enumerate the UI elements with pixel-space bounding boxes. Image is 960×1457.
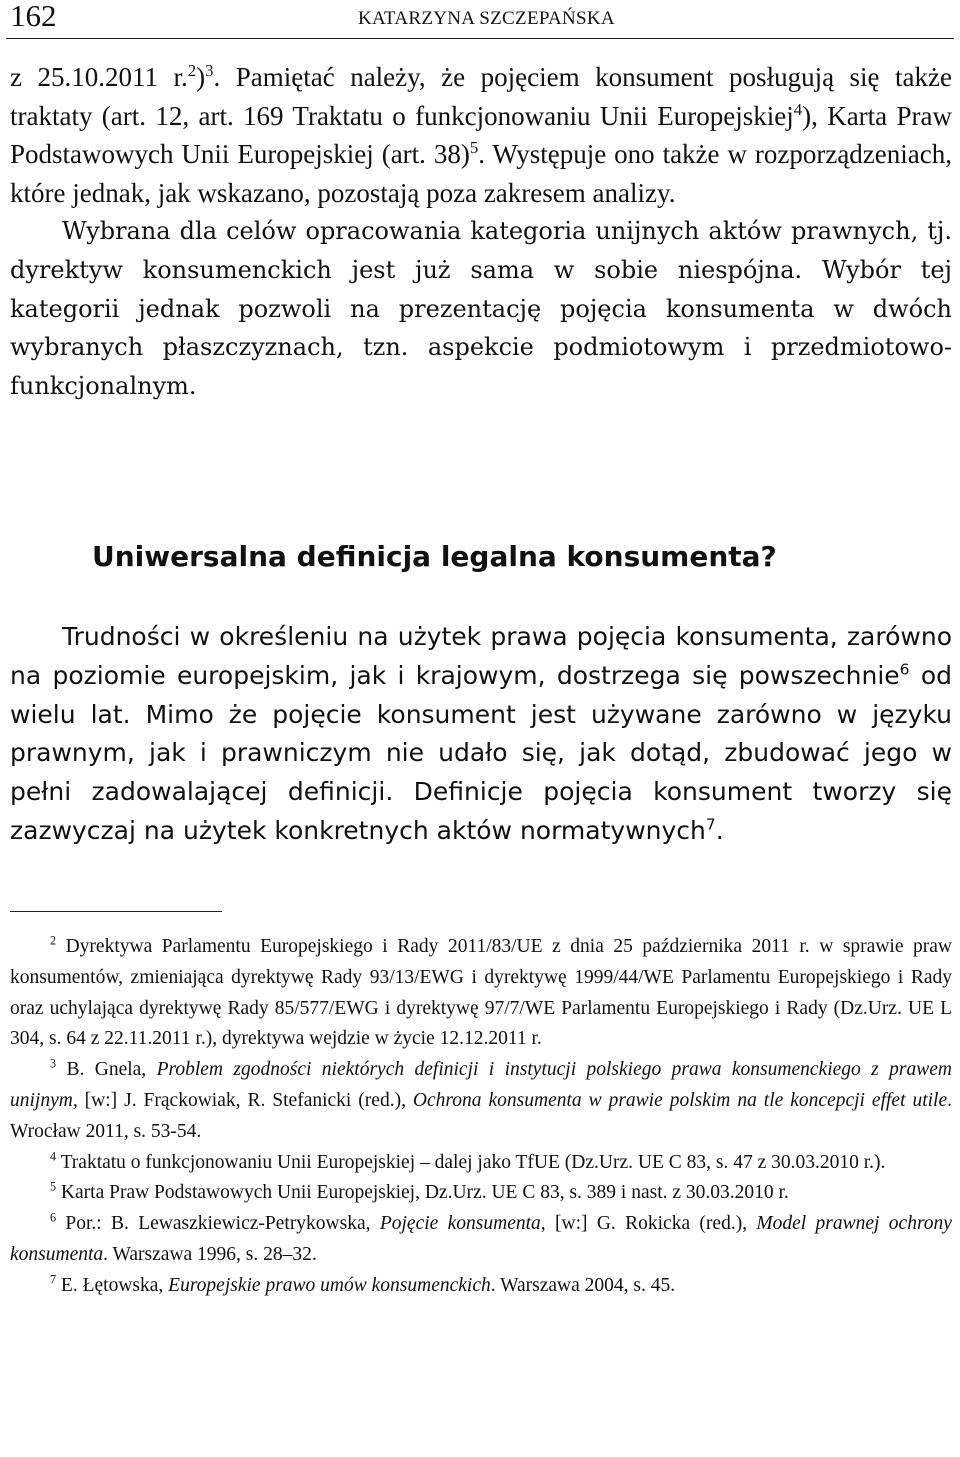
footnote-text: E. Łętowska, [56, 1274, 169, 1296]
footnote-ref-3[interactable]: 3 [205, 61, 214, 80]
text-run: Trudności w określeniu na użytek prawa pojęcia konsumenta, zarówno na poziomie europejskim, jak i krajowym, dostrzega się powszechnie [10, 622, 952, 690]
footnote-text: Dyrektywa Parlamentu Europejskiego i Rady 2011/83/UE z dnia 25 października 2011 r. w sprawie praw konsumentów, zmieniająca dyrektywę Rady 93/13/EWG i dyrektywę 1999/44/WE Parlamentu Europejskiego i Rady oraz uchylająca dyrektywę Rady 85/577/EWG i dyrektywę 97/7/WE Parlamentu Europejskiego i Rady (Dz.Urz. UE L 304, s. 64 z 22.11.2011 r.), dyrektywa wejdzie w życie 12.12.2011 r. [10, 936, 952, 1050]
footnote-ref-5[interactable]: 5 [469, 138, 479, 158]
running-head-author: KATARZYNA SZCZEPAŃSKA [358, 8, 615, 29]
footnote-text: Por.: B. Lewaszkiewicz-Petrykowska, [56, 1213, 380, 1235]
section-heading: Uniwersalna definicja legalna konsumenta? [92, 540, 777, 573]
text-run: ), Karta Praw Podstawowych Unii Europejskiej (art. 38) [10, 100, 952, 170]
footnote-5 [10, 1178, 952, 1209]
page-number: 162 [10, 0, 57, 33]
footnote-text: Karta Praw Podstawowych Unii Europejskiej, Dz.Urz. UE C 83, s. 389 i nast. z 30.03.2010 r. [56, 1182, 789, 1204]
text-run: od wielu lat. Mimo że pojęcie konsument jest używane zarówno w języku prawnym, jak i prawniczym nie udało się, jak dotąd, zbudować jego w pełni zadowalającej definicji. Definicje pojęcia konsument tworzy się zazwyczaj na użytek konkretnych aktów normatywnych [10, 660, 952, 845]
paragraph-definition [10, 618, 952, 851]
footnote-number: 3 [50, 1056, 57, 1071]
footnote-number: 7 [50, 1272, 57, 1287]
footnote-text: , [w:] G. Rokicka (red.), [540, 1213, 757, 1235]
text-run: . Występuje ono także w rozporządzeniach, które jednak, jak wskazano, pozostają poza zakresem analizy. [10, 139, 952, 208]
footnote-3 [10, 1055, 952, 1147]
footnote-separator [10, 911, 222, 912]
footnote-number: 2 [50, 933, 57, 948]
page-header [6, 0, 954, 39]
footnote-6 [10, 1209, 952, 1271]
footnote-text: . Warszawa 1996, s. 28–32. [103, 1243, 317, 1265]
footnote-text: B. Gnela, [56, 1059, 157, 1081]
footnote-text: Traktatu o funkcjonowaniu Unii Europejskiej – dalej jako TfUE (Dz.Urz. UE C 83, s. 47 z 30.03.2010 r.). [56, 1151, 886, 1173]
paragraph-continuation [10, 58, 952, 212]
footnote-text: [w:] J. Frąckowiak, R. Stefanicki (red.), [77, 1089, 413, 1111]
text-run: . Pamiętać należy, że pojęciem konsument posługują się także traktaty (art. 12, art. 169 Traktatu o funkcjonowaniu Unii Europejskiej [10, 62, 952, 131]
footnote-title: Pojęcie konsumenta [379, 1213, 541, 1235]
footnote-4 [10, 1148, 952, 1179]
paragraph-directives: Wybrana dla celów opracowania kategoria unijnych aktów prawnych, tj. dyrektyw konsumenckich jest już sama w sobie niespójna. Wybór tej kategorii jednak pozwoli na prezentację pojęcia konsumenta w dwóch wybranych płaszczyznach, tzn. aspekcie podmiotowym i przedmiotowo-funkcjonalnym. [10, 217, 952, 400]
footnote-number: 4 [50, 1149, 57, 1164]
footnote-title: Model prawnej ochrony konsumenta [10, 1213, 952, 1265]
footnote-ref-7[interactable]: 7 [705, 815, 716, 834]
footnote-title: Ochrona konsumenta w prawie polskim na tle koncepcji effet utile [412, 1089, 948, 1111]
footnote-number: 6 [50, 1210, 57, 1225]
footnote-title: Problem zgodności niektórych definicji i instytucji polskiego prawa konsumenckiego z prawem unijnym, [10, 1059, 952, 1111]
footnotes [10, 932, 952, 1302]
footnote-7 [10, 1271, 952, 1302]
footnote-2 [10, 932, 952, 1055]
text-run: . [715, 815, 724, 845]
footnote-ref-4[interactable]: 4 [793, 99, 803, 119]
continuation-block [10, 58, 952, 405]
text-run: ) [196, 62, 206, 92]
footnote-ref-2[interactable]: 2 [187, 61, 197, 80]
footnote-text: . Warszawa 2004, s. 45. [490, 1274, 676, 1296]
text-run: z 25.10.2011 r. [10, 62, 188, 92]
footnote-title: Europejskie prawo umów konsumenckich [168, 1274, 491, 1296]
footnote-number: 5 [50, 1179, 57, 1194]
footnote-ref-6[interactable]: 6 [899, 660, 910, 679]
footnote-text: . Wrocław 2011, s. 53-54. [10, 1089, 952, 1142]
